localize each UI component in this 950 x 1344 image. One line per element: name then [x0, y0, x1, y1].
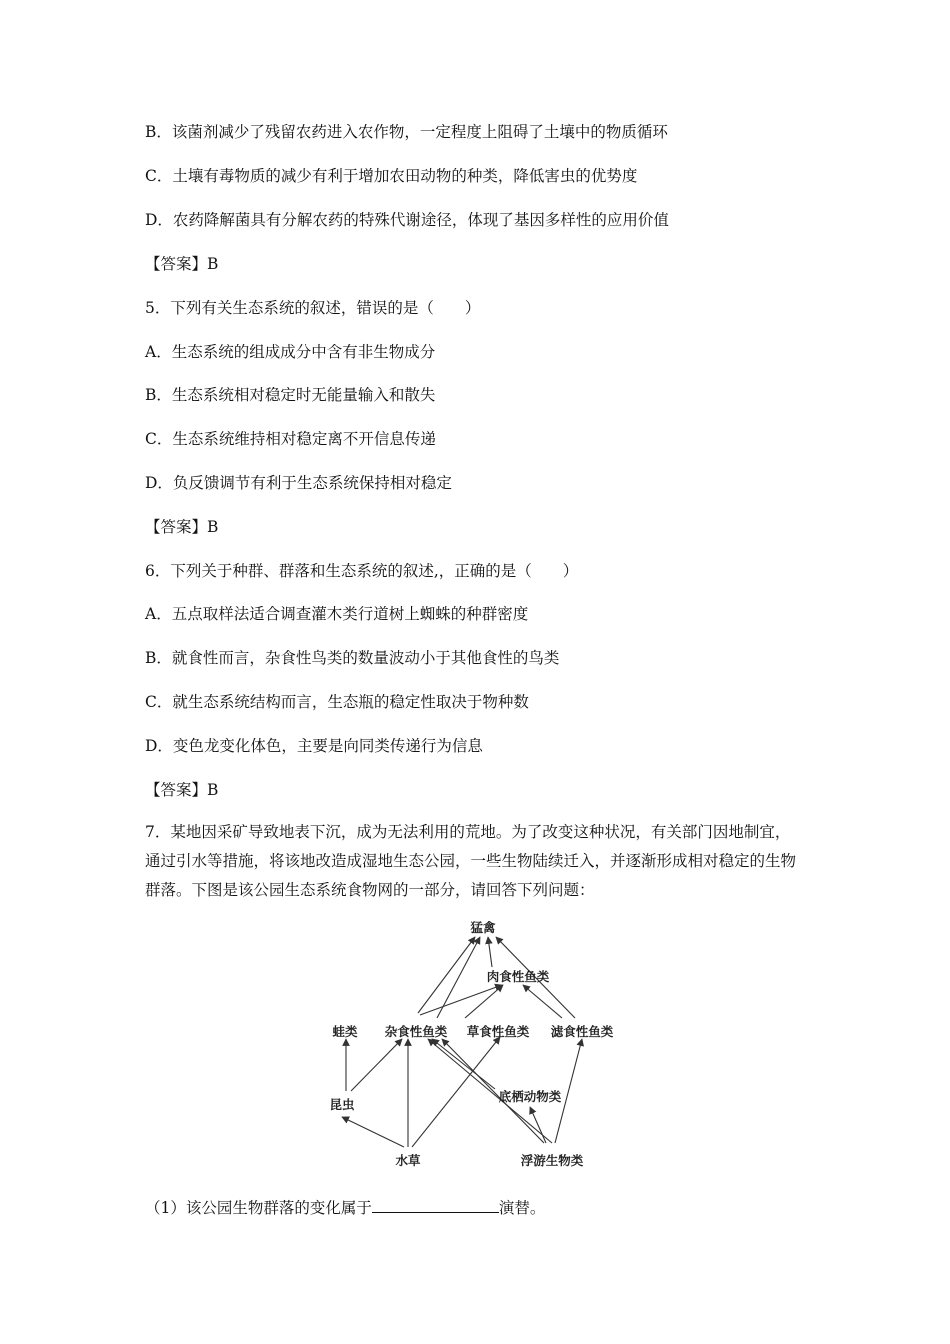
- q5-option-a: A．生态系统的组成成分中含有非生物成分: [145, 343, 436, 361]
- arrow-omnivorous-to-carnivorous: [420, 985, 502, 1015]
- q5-option-d: D．负反馈调节有利于生态系统保持相对稳定: [145, 474, 452, 492]
- q5-option-c: C．生态系统维持相对稳定离不开信息传递: [145, 430, 436, 448]
- q6-stem: 6．下列关于种群、群落和生态系统的叙述,，正确的是（ ）: [145, 562, 579, 580]
- node-omnivorous-fish: 杂食性鱼类: [384, 1024, 448, 1039]
- answer-blank[interactable]: [372, 1196, 499, 1213]
- node-aquatic-plant: 水草: [395, 1153, 421, 1168]
- node-benthic: 底栖动物类: [498, 1089, 562, 1104]
- arrow-omnivorous-to-raptor: [418, 937, 475, 1013]
- q4-option-b: B．该菌剂减少了残留农药进入农作物，一定程度上阻碍了土壤中的物质循环: [145, 123, 668, 141]
- q7-sub1: [145, 1196, 545, 1219]
- q6-option-a: A．五点取样法适合调查灌木类行道树上蜘蛛的种群密度: [145, 605, 529, 623]
- node-carnivorous-fish: 肉食性鱼类: [486, 969, 550, 984]
- node-herbivorous-fish: 草食性鱼类: [466, 1024, 530, 1039]
- arrow-herbivorous-to-carnivorous: [465, 985, 503, 1018]
- arrow-plant-to-insect: [342, 1117, 404, 1147]
- q4-answer: 【答案】B: [145, 255, 219, 273]
- q6-option-c: C．就生态系统结构而言，生态瓶的稳定性取决于物种数: [145, 693, 529, 711]
- q7-sub1-suffix: 演替。: [498, 1199, 546, 1217]
- arrow-benthic-to-omnivorous: [432, 1039, 495, 1089]
- arrow-filter-to-carnivorous: [523, 985, 562, 1018]
- arrow-carnivorous-to-raptor: [488, 937, 492, 967]
- q7-sub1-prefix: （1）该公园生物群落的变化属于: [145, 1199, 372, 1217]
- q4-option-c: C．土壤有毒物质的减少有利于增加农田动物的种类，降低害虫的优势度: [145, 167, 638, 185]
- node-insect: 昆虫: [329, 1097, 355, 1112]
- node-filter-fish: 滤食性鱼类: [550, 1024, 614, 1039]
- node-plankton: 浮游生物类: [520, 1153, 584, 1168]
- q7-stem: 7．某地因采矿导致地表下沉，成为无法利用的荒地。为了改变这种状况，有关部门因地制宜，通过引水等措施，将该地改造成湿地生态公园，一些生物陆续迁入，并逐渐形成相对稳定的生物群落。下图是该公园生态系统食物网的一部分，请回答下列问题：: [145, 823, 797, 899]
- q4-option-d: D．农药降解菌具有分解农药的特殊代谢途径，体现了基因多样性的应用价值: [145, 211, 669, 229]
- node-frog: 蛙类: [332, 1024, 358, 1039]
- node-raptor: 猛禽: [470, 920, 496, 935]
- q5-option-b: B．生态系统相对稳定时无能量输入和散失: [145, 386, 436, 404]
- food-web-diagram: [320, 915, 630, 1175]
- q5-answer: 【答案】B: [145, 518, 219, 536]
- q6-answer: 【答案】B: [145, 781, 219, 799]
- arrow-insect-to-omnivorous: [351, 1039, 402, 1091]
- q6-option-b: B．就食性而言，杂食性鸟类的数量波动小于其他食性的鸟类: [145, 649, 560, 667]
- q5-stem: 5．下列有关生态系统的叙述，错误的是（ ）: [145, 299, 481, 317]
- q6-option-d: D．变色龙变化体色，主要是向同类传递行为信息: [145, 737, 483, 755]
